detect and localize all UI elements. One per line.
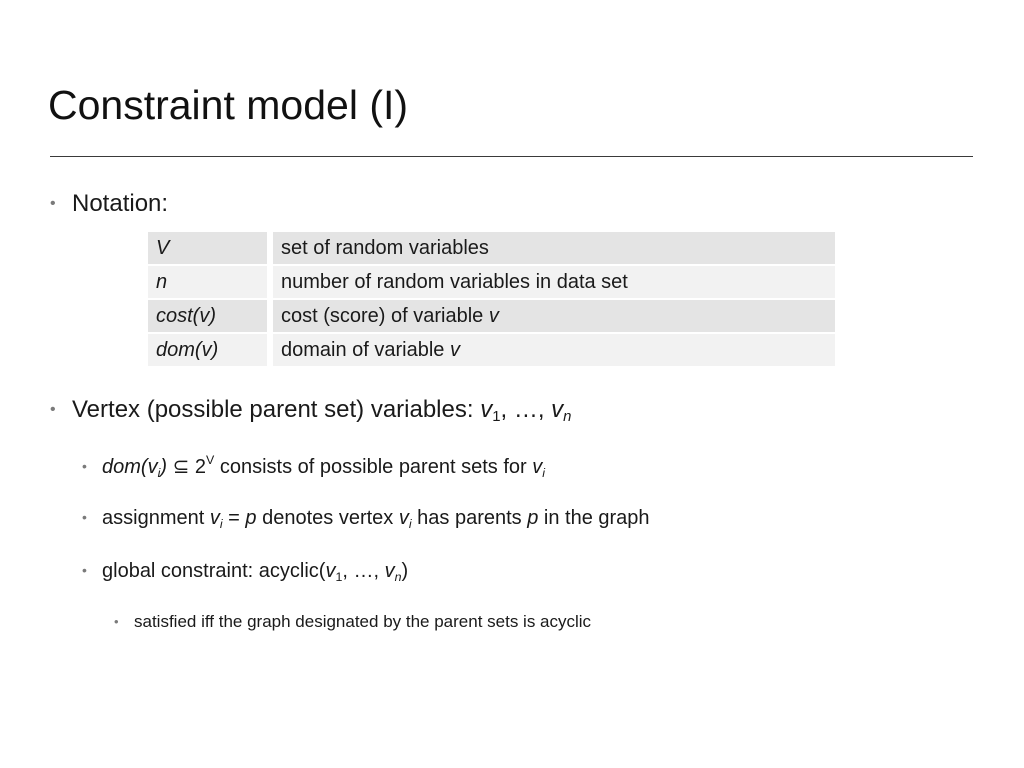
- bullet-dot: •: [50, 401, 56, 418]
- notation-symbol: dom(v): [148, 334, 267, 366]
- notation-row: [148, 300, 835, 332]
- bullet-dot: •: [114, 614, 119, 629]
- notation-row: [148, 232, 835, 264]
- notation-row: [148, 334, 835, 366]
- notation-symbol: V: [148, 232, 267, 264]
- sub-bullet-domain: • $dom(v_i)$ ⊆ $2^V$ consists of possible parent sets for $v_i$: [82, 453, 545, 480]
- title-divider: [50, 156, 973, 157]
- notation-symbol: cost(v): [148, 300, 267, 332]
- bullet-dot: •: [82, 509, 87, 525]
- notation-definition: domain of variable v: [267, 334, 835, 366]
- notation-table: [148, 230, 835, 368]
- bullet-dot: •: [82, 562, 87, 578]
- notation-symbol: n: [148, 266, 267, 298]
- sub-bullet-assignment: • assignment $v_i = p$ denotes vertex $v_i$ has parents p in the graph: [82, 507, 650, 531]
- sub-bullet-global-constraint: • global constraint: $acyclic(v_1$, …, $v_n$): [82, 560, 409, 584]
- notation-definition: cost (score) of variable v: [267, 300, 835, 332]
- bullet-dot: •: [82, 458, 87, 474]
- sub-sub-bullet-acyclic: • satisfied iff the graph designated by the parent sets is acyclic: [114, 612, 592, 631]
- bullet-notation-text: Notation:: [72, 190, 169, 217]
- slide-title: Constraint model (I): [48, 82, 409, 128]
- notation-row: [148, 266, 835, 298]
- bullet-vertex-variables: • Vertex (possible parent set) variables: $v_1$, …, $v_n$: [50, 396, 572, 425]
- notation-definition: number of random variables in data set: [267, 266, 835, 298]
- bullet-notation: [50, 190, 168, 218]
- bullet-dot: •: [50, 195, 56, 212]
- notation-definition: set of random variables: [267, 232, 835, 264]
